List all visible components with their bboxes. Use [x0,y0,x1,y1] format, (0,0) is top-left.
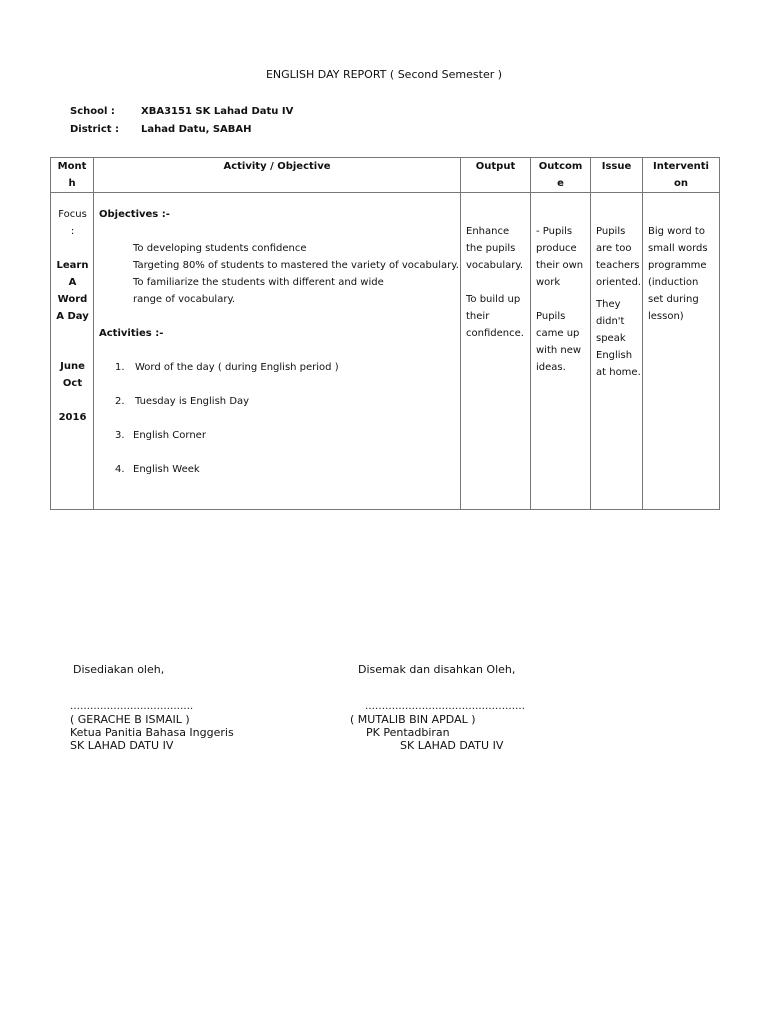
output-line: vocabulary. [466,260,524,271]
output-line: the pupils [466,243,516,254]
outcome-line: their own [536,260,584,271]
outcome-line: work [536,277,561,288]
issue-line: English [596,350,633,361]
activity-item: Word of the day ( during English period ) [135,362,339,373]
issue-line: Pupils [596,226,626,237]
header-outcome-line: Outcom [538,161,583,172]
output-cell [461,193,531,510]
header-outcome [531,158,591,193]
activity-item: English Corner [133,430,206,441]
table-header-row [51,158,720,193]
outcome-line: Pupils [536,311,566,322]
issue-line: are too [596,243,632,254]
verified-by-position: PK Pentadbiran [366,726,450,739]
header-output-line: Output [475,161,516,172]
activity-item: English Week [133,464,200,475]
year: 2016 [58,412,87,423]
header-outcome-line: e [557,178,564,189]
prepared-by-school: SK LAHAD DATU IV [70,739,174,752]
header-intervention-line: on [674,178,688,189]
table-row [51,193,720,510]
header-issue-line: Issue [601,161,632,172]
output-line: To build up [466,294,521,305]
issue-line: didn't [596,316,625,327]
header-month [51,158,94,193]
prepared-by-position: Ketua Panitia Bahasa Inggeris [70,726,234,739]
signature-line-right: ………………………………………… [365,701,525,712]
output-line: their [466,311,490,322]
verified-by-name: ( MUTALIB BIN APDAL ) [350,713,476,726]
header-intervention-line: Interventi [653,161,709,172]
objective-item: To developing students confidence [133,243,307,254]
prepared-by-label: Disediakan oleh, [73,663,165,676]
signature-line-left: ………………………………. [70,701,194,712]
activity-cell [94,193,461,510]
focus-label: Focus [58,209,87,220]
outcome-line: ideas. [536,362,566,373]
issue-line: oriented. [596,277,642,288]
outcome-cell [531,193,591,510]
header-month-line: h [68,178,76,189]
school-value: XBA3151 SK Lahad Datu IV [141,106,294,117]
focus-colon: : [70,226,75,237]
header-intervention [643,158,720,193]
month-cell [51,193,94,510]
activity-number: 3. [115,430,125,441]
outcome-line: - Pupils [536,226,573,237]
issue-line: speak [596,333,626,344]
issue-line: They [596,299,621,310]
intervention-line: set during [648,294,699,305]
program-name-line: Learn [56,260,89,271]
outcome-line: came up [536,328,580,339]
month-line: June [60,361,85,372]
issue-cell [591,193,643,510]
activity-number: 2. [115,396,125,407]
activity-number: 4. [115,464,125,475]
objectives-heading: Objectives :- [99,209,170,220]
objective-item: To familiarize the students with different and wide [133,277,384,288]
school-label: School : [70,106,115,117]
objective-item: range of vocabulary. [133,294,236,305]
page-title: ENGLISH DAY REPORT ( Second Semester ) [265,68,503,81]
intervention-line: lesson) [648,311,684,322]
intervention-line: Big word to [648,226,705,237]
intervention-cell [643,193,720,510]
header-activity [94,158,461,193]
month-line: Oct [62,378,83,389]
activity-number: 1. [115,362,125,373]
header-activity-line: Activity / Objective [223,161,331,172]
activities-heading: Activities :- [99,328,164,339]
header-month-line: Mont [57,161,87,172]
objective-item: Targeting 80% of students to mastered the variety of vocabulary. [133,260,459,271]
issue-line: at home. [596,367,641,378]
intervention-line: (induction [648,277,699,288]
district-value: Lahad Datu, SABAH [141,124,252,135]
output-line: confidence. [466,328,524,339]
outcome-line: with new [536,345,582,356]
issue-line: teachers [596,260,640,271]
verified-by-label: Disemak dan disahkan Oleh, [358,663,516,676]
report-table [50,157,720,510]
intervention-line: programme [648,260,707,271]
prepared-by-name: ( GERACHE B ISMAIL ) [70,713,190,726]
program-name-line: Word [57,294,88,305]
activity-item: Tuesday is English Day [135,396,250,407]
header-output [461,158,531,193]
intervention-line: small words [648,243,708,254]
verified-by-school: SK LAHAD DATU IV [400,739,504,752]
program-name-line: A [68,277,77,288]
program-name-line: A Day [56,311,89,322]
header-issue [591,158,643,193]
district-label: District : [70,124,120,135]
output-line: Enhance [466,226,510,237]
outcome-line: produce [536,243,577,254]
